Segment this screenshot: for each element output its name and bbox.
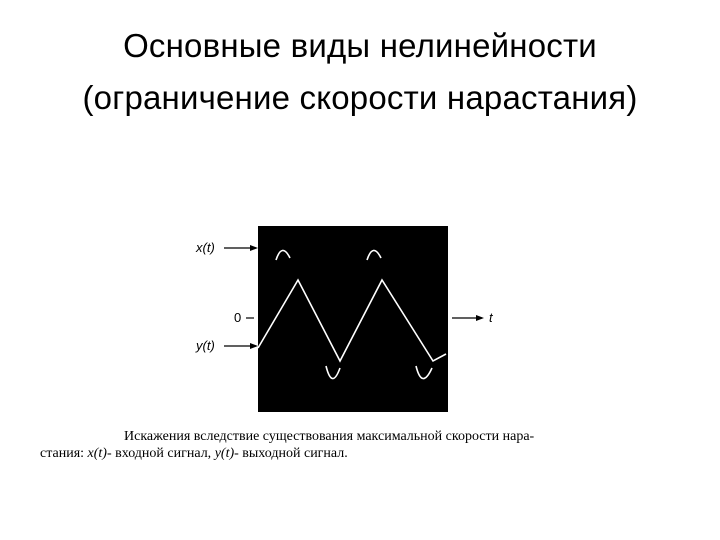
label-t: t bbox=[489, 310, 493, 325]
t-arrow bbox=[452, 315, 484, 321]
oscillogram-svg bbox=[180, 218, 510, 418]
caption-y-desc: - выходной сигнал. bbox=[234, 446, 348, 461]
caption-x-symbol: x(t) bbox=[87, 446, 107, 461]
slide-title-line-2: (ограничение скорости нарастания) bbox=[82, 79, 638, 116]
caption-y-symbol: y(t) bbox=[214, 446, 235, 461]
oscilloscope-screen bbox=[258, 226, 448, 412]
y-arrow bbox=[224, 343, 258, 349]
label-zero: 0 bbox=[234, 310, 242, 325]
x-arrow bbox=[224, 245, 258, 251]
caption-line-2 bbox=[40, 445, 700, 462]
slide-title-line-1: Основные виды нелинейности bbox=[123, 27, 597, 64]
caption-line-1: Искажения вследствие существования максимальной скорости нара- bbox=[124, 429, 535, 444]
label-y-of-t: y(t) bbox=[196, 338, 215, 353]
oscillogram-figure bbox=[180, 218, 510, 418]
figure-caption bbox=[40, 428, 700, 462]
caption-prefix: стания: bbox=[40, 446, 85, 461]
label-x-of-t: x(t) bbox=[196, 240, 215, 255]
caption-x-desc: - входной сигнал, bbox=[106, 446, 212, 461]
